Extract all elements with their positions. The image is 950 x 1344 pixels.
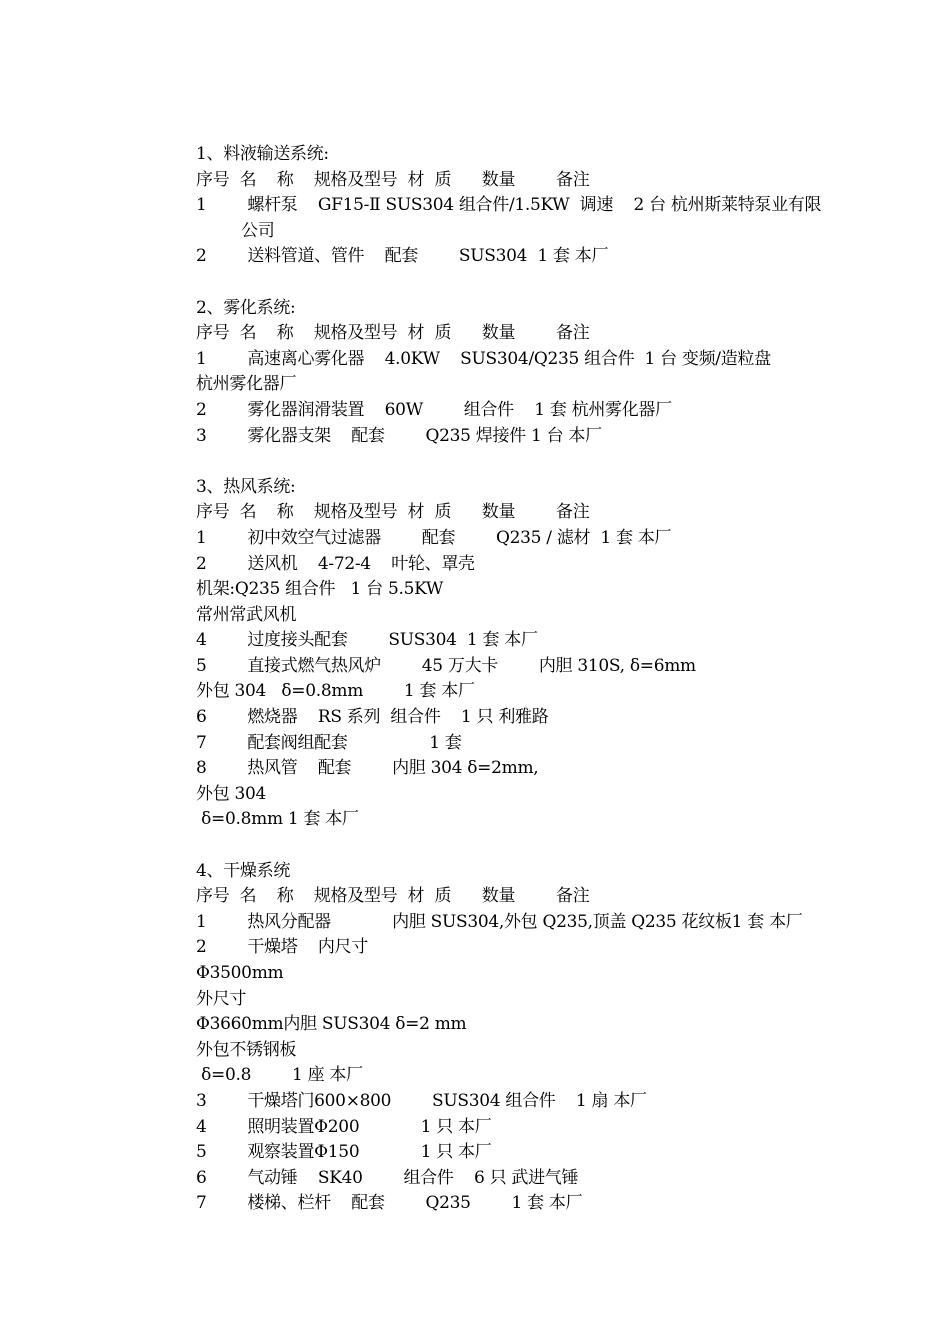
section-title-feed-system: 1、料液输送系统: <box>196 144 329 164</box>
table-row: 7 楼梯、栏杆 配套 Q235 1 套 本厂 <box>196 1193 583 1214</box>
table-row: 1 热风分配器 内胆 SUS304,外包 Q235,顶盖 Q235 花纹板1 套 本厂 <box>196 911 803 932</box>
table-row: 2 雾化器润滑装置 60W 组合件 1 套 杭州雾化器厂 <box>196 399 672 420</box>
section-gap <box>196 449 836 475</box>
table-row: 7 配套阀组配套 1 套 <box>196 732 462 753</box>
table-row-continuation: 杭州雾化器厂 <box>196 374 297 395</box>
table-row: 1 螺杆泵 GF15-Ⅱ SUS304 组合件/1.5KW 调速 2 台 杭州斯莱特泵业有限 <box>196 195 822 216</box>
table-row-continuation: 机架:Q235 组合件 1 台 5.5KW <box>196 579 444 600</box>
table-row: 4 照明装置Φ200 1 只 本厂 <box>196 1116 492 1137</box>
table-row-continuation: 外包 304 <box>196 783 267 804</box>
table-header: 序号 名 称 规格及型号 材 质 数量 备注 <box>196 502 590 523</box>
table-row: 1 高速离心雾化器 4.0KW SUS304/Q235 组合件 1 台 变频/造粒盘 <box>196 348 771 369</box>
table-row-continuation: 常州常武风机 <box>196 604 297 625</box>
section-title-hot-air-system: 3、热风系统: <box>196 476 296 497</box>
table-row-continuation: 公司 <box>241 220 275 241</box>
table-row: 8 热风管 配套 内胆 304 δ=2mm, <box>196 758 539 779</box>
table-row: 3 干燥塔门600×800 SUS304 组合件 1 扇 本厂 <box>196 1090 647 1111</box>
table-row: 6 气动锤 SK40 组合件 6 只 武进气锤 <box>196 1167 579 1188</box>
table-row-continuation: 外包不锈钢板 <box>196 1039 297 1060</box>
section-gap <box>196 270 836 296</box>
table-row-continuation: Φ3660mm内胆 SUS304 δ=2 mm <box>196 1014 467 1035</box>
table-row: 4 过度接头配套 SUS304 1 套 本厂 <box>196 630 538 651</box>
table-row: 3 雾化器支架 配套 Q235 焊接件 1 台 本厂 <box>196 425 602 446</box>
table-header: 序号 名 称 规格及型号 材 质 数量 备注 <box>196 886 590 907</box>
table-header: 序号 名 称 规格及型号 材 质 数量 备注 <box>196 323 590 344</box>
table-row-continuation: δ=0.8mm 1 套 本厂 <box>196 809 359 830</box>
table-row: 2 送料管道、管件 配套 SUS304 1 套 本厂 <box>196 246 609 267</box>
table-row-continuation: 外包 304 δ=0.8mm 1 套 本厂 <box>196 681 475 702</box>
section-title-atomization-system: 2、雾化系统: <box>196 297 296 318</box>
table-row-continuation: 外尺寸 <box>196 988 247 1009</box>
table-row: 1 初中效空气过滤器 配套 Q235 / 滤材 1 套 本厂 <box>196 527 672 548</box>
table-row-continuation: δ=0.8 1 座 本厂 <box>196 1065 363 1086</box>
table-row-continuation: Φ3500mm <box>196 963 284 983</box>
table-row: 6 燃烧器 RS 系列 组合件 1 只 利雅路 <box>196 707 549 728</box>
table-header: 序号 名 称 规格及型号 材 质 数量 备注 <box>196 169 590 190</box>
table-row: 2 送风机 4-72-4 叶轮、罩壳 <box>196 553 475 574</box>
table-row: 2 干燥塔 内尺寸 <box>196 937 368 958</box>
document-body <box>196 142 836 1217</box>
table-row: 5 直接式燃气热风炉 45 万大卡 内胆 310S, δ=6mm <box>196 655 696 676</box>
table-row: 5 观察装置Φ150 1 只 本厂 <box>196 1142 492 1163</box>
section-gap <box>196 833 836 859</box>
section-title-drying-system: 4、干燥系统 <box>196 860 291 881</box>
